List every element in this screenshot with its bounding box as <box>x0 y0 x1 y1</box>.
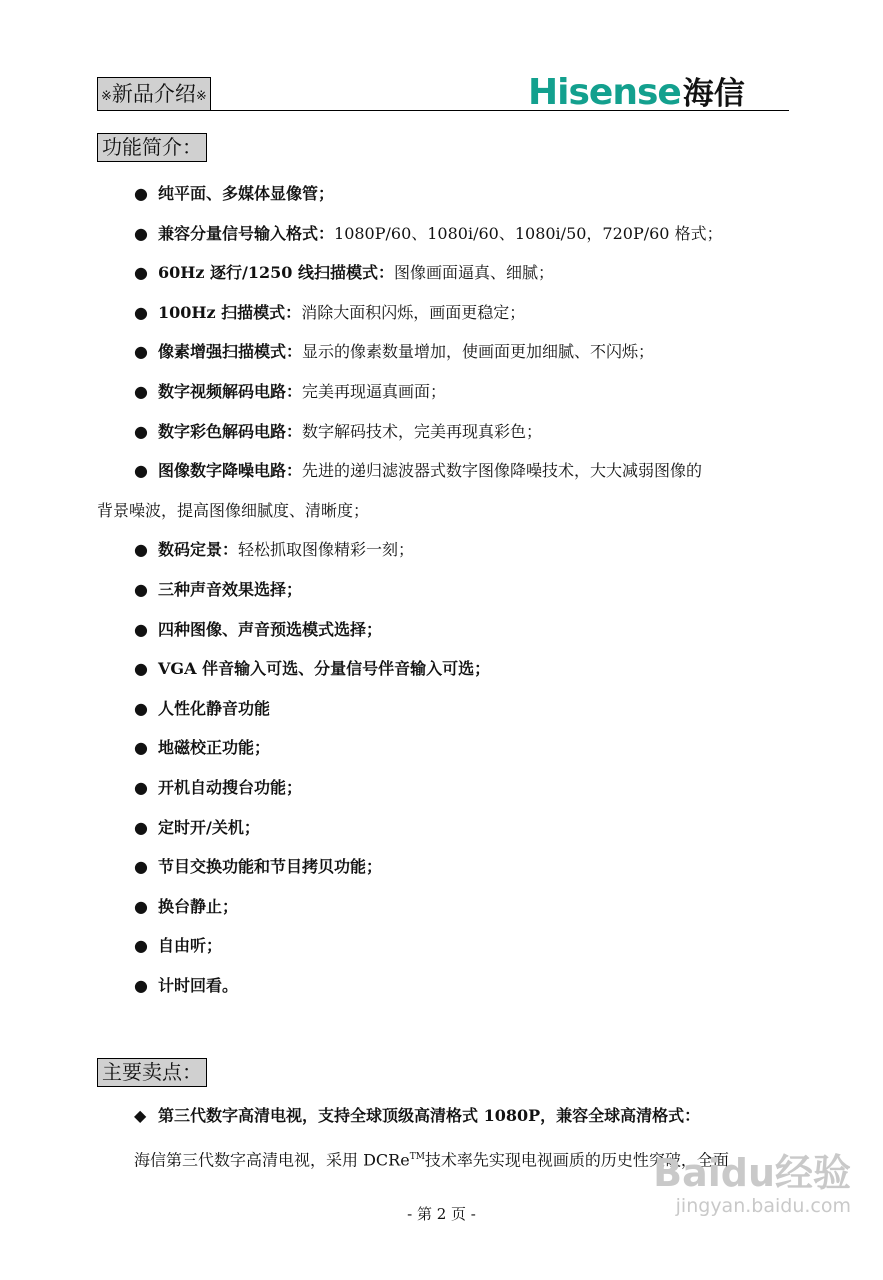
bullet-icon: ● <box>134 342 148 361</box>
features-heading: 功能简介： <box>97 133 207 162</box>
bullet-icon: ● <box>134 620 148 639</box>
bullet-icon: ● <box>134 422 148 441</box>
feature-description: 数字解码技术，完美再现真彩色； <box>302 422 543 441</box>
feature-title: 像素增强扫描模式： <box>158 342 303 361</box>
feature-item <box>134 658 804 680</box>
feature-title: 定时开/关机； <box>158 818 260 837</box>
baidu-watermark <box>653 1152 851 1218</box>
watermark-url: jingyan.baidu.com <box>675 1195 851 1217</box>
feature-title: VGA 伴音输入可选、分量信号伴音输入可选； <box>158 659 491 678</box>
feature-description: 轻松抓取图像精彩一刻； <box>238 540 415 559</box>
bullet-icon: ● <box>134 303 148 322</box>
feature-item <box>134 262 804 284</box>
feature-title: 数字彩色解码电路： <box>158 422 303 441</box>
feature-item <box>134 579 804 601</box>
bullet-icon: ● <box>134 778 148 797</box>
new-product-tag-text: 新品介绍 <box>111 82 196 106</box>
new-product-tag <box>97 77 211 111</box>
feature-title: 地磁校正功能； <box>158 738 271 757</box>
feature-item <box>134 183 804 205</box>
feature-item <box>134 975 804 997</box>
feature-item <box>134 341 804 363</box>
feature-title: 节目交换功能和节目拷贝功能； <box>158 857 383 876</box>
feature-description-continued: 背景噪波，提高图像细腻度、清晰度； <box>97 501 370 520</box>
paragraph-text-after: 技术率先实现电视画质的历史性突破，全面 <box>424 1150 729 1170</box>
feature-title: 图像数字降噪电路： <box>158 461 303 480</box>
bullet-icon: ● <box>134 263 148 282</box>
feature-item <box>134 817 804 839</box>
bullet-icon: ● <box>134 461 148 480</box>
feature-item <box>134 935 804 957</box>
reference-mark-left: ※ <box>101 89 112 104</box>
diamond-bullet-icon: ◆ <box>134 1106 147 1125</box>
reference-mark-right: ※ <box>195 89 207 104</box>
selling-point-title: 第三代数字高清电视，支持全球顶级高清格式 1080P，兼容全球高清格式： <box>158 1106 701 1125</box>
bullet-icon: ● <box>134 184 148 203</box>
feature-item <box>134 777 804 799</box>
feature-title: 计时回看。 <box>158 976 239 995</box>
logo-cjk-text: 海信 <box>682 76 745 112</box>
feature-title: 四种图像、声音预选模式选择； <box>158 620 383 639</box>
feature-title: 自由听； <box>158 936 223 955</box>
paragraph-text-before: 海信第三代数字高清电视，采用 DCRe <box>134 1150 410 1170</box>
selling-point-item <box>134 1105 700 1127</box>
bullet-icon: ● <box>134 818 148 837</box>
logo-latin-text: Hisense <box>528 72 681 113</box>
page-number: - 第 2 页 - <box>407 1205 476 1223</box>
bullet-icon: ● <box>134 580 148 599</box>
feature-title: 100Hz 扫描模式： <box>158 303 302 322</box>
bullet-icon: ● <box>134 857 148 876</box>
bullet-icon: ● <box>134 897 148 916</box>
feature-item <box>134 698 804 720</box>
bullet-icon: ● <box>134 738 148 757</box>
feature-item <box>134 856 804 878</box>
feature-description: 完美再现逼真画面； <box>302 382 447 401</box>
bullet-icon: ● <box>134 699 148 718</box>
bullet-icon: ● <box>134 540 148 559</box>
bullet-icon: ● <box>134 976 148 995</box>
bullet-icon: ● <box>134 224 148 243</box>
feature-description: 先进的递归滤波器式数字图像降噪技术，大大减弱图像的 <box>302 461 703 480</box>
feature-title: 开机自动搜台功能； <box>158 778 303 797</box>
feature-description: 图像画面逼真、细腻； <box>394 263 555 282</box>
feature-item <box>134 737 804 759</box>
bullet-icon: ● <box>134 659 148 678</box>
selling-point-paragraph <box>134 1146 729 1171</box>
feature-title: 数字视频解码电路： <box>158 382 303 401</box>
selling-points-heading: 主要卖点： <box>97 1058 207 1087</box>
bullet-icon: ● <box>134 382 148 401</box>
header-rule <box>97 110 789 111</box>
feature-description: 显示的像素数量增加，使画面更加细腻、不闪烁； <box>302 342 655 361</box>
bullet-icon: ● <box>134 936 148 955</box>
feature-title: 兼容分量信号输入格式： <box>158 224 335 243</box>
feature-item <box>134 539 804 561</box>
feature-item <box>134 381 804 403</box>
feature-title: 换台静止； <box>158 897 239 916</box>
trademark-superscript: TM <box>409 1152 425 1162</box>
feature-description: 1080P/60、1080i/60、1080i/50，720P/60 格式； <box>334 224 723 243</box>
feature-item <box>134 896 804 918</box>
feature-item <box>134 223 804 245</box>
feature-item <box>134 421 804 443</box>
hisense-logo <box>528 68 745 113</box>
feature-description: 消除大面积闪烁，画面更稳定； <box>301 303 526 322</box>
watermark-main: Baidu经验 <box>653 1151 851 1195</box>
feature-title: 人性化静音功能 <box>158 699 271 718</box>
feature-item <box>134 460 804 482</box>
feature-item <box>134 302 804 324</box>
feature-title: 纯平面、多媒体显像管； <box>158 184 335 203</box>
feature-title: 60Hz 逐行/1250 线扫描模式： <box>158 263 394 282</box>
feature-title: 数码定景： <box>158 540 239 559</box>
feature-title: 三种声音效果选择； <box>158 580 303 599</box>
feature-item <box>134 619 804 641</box>
